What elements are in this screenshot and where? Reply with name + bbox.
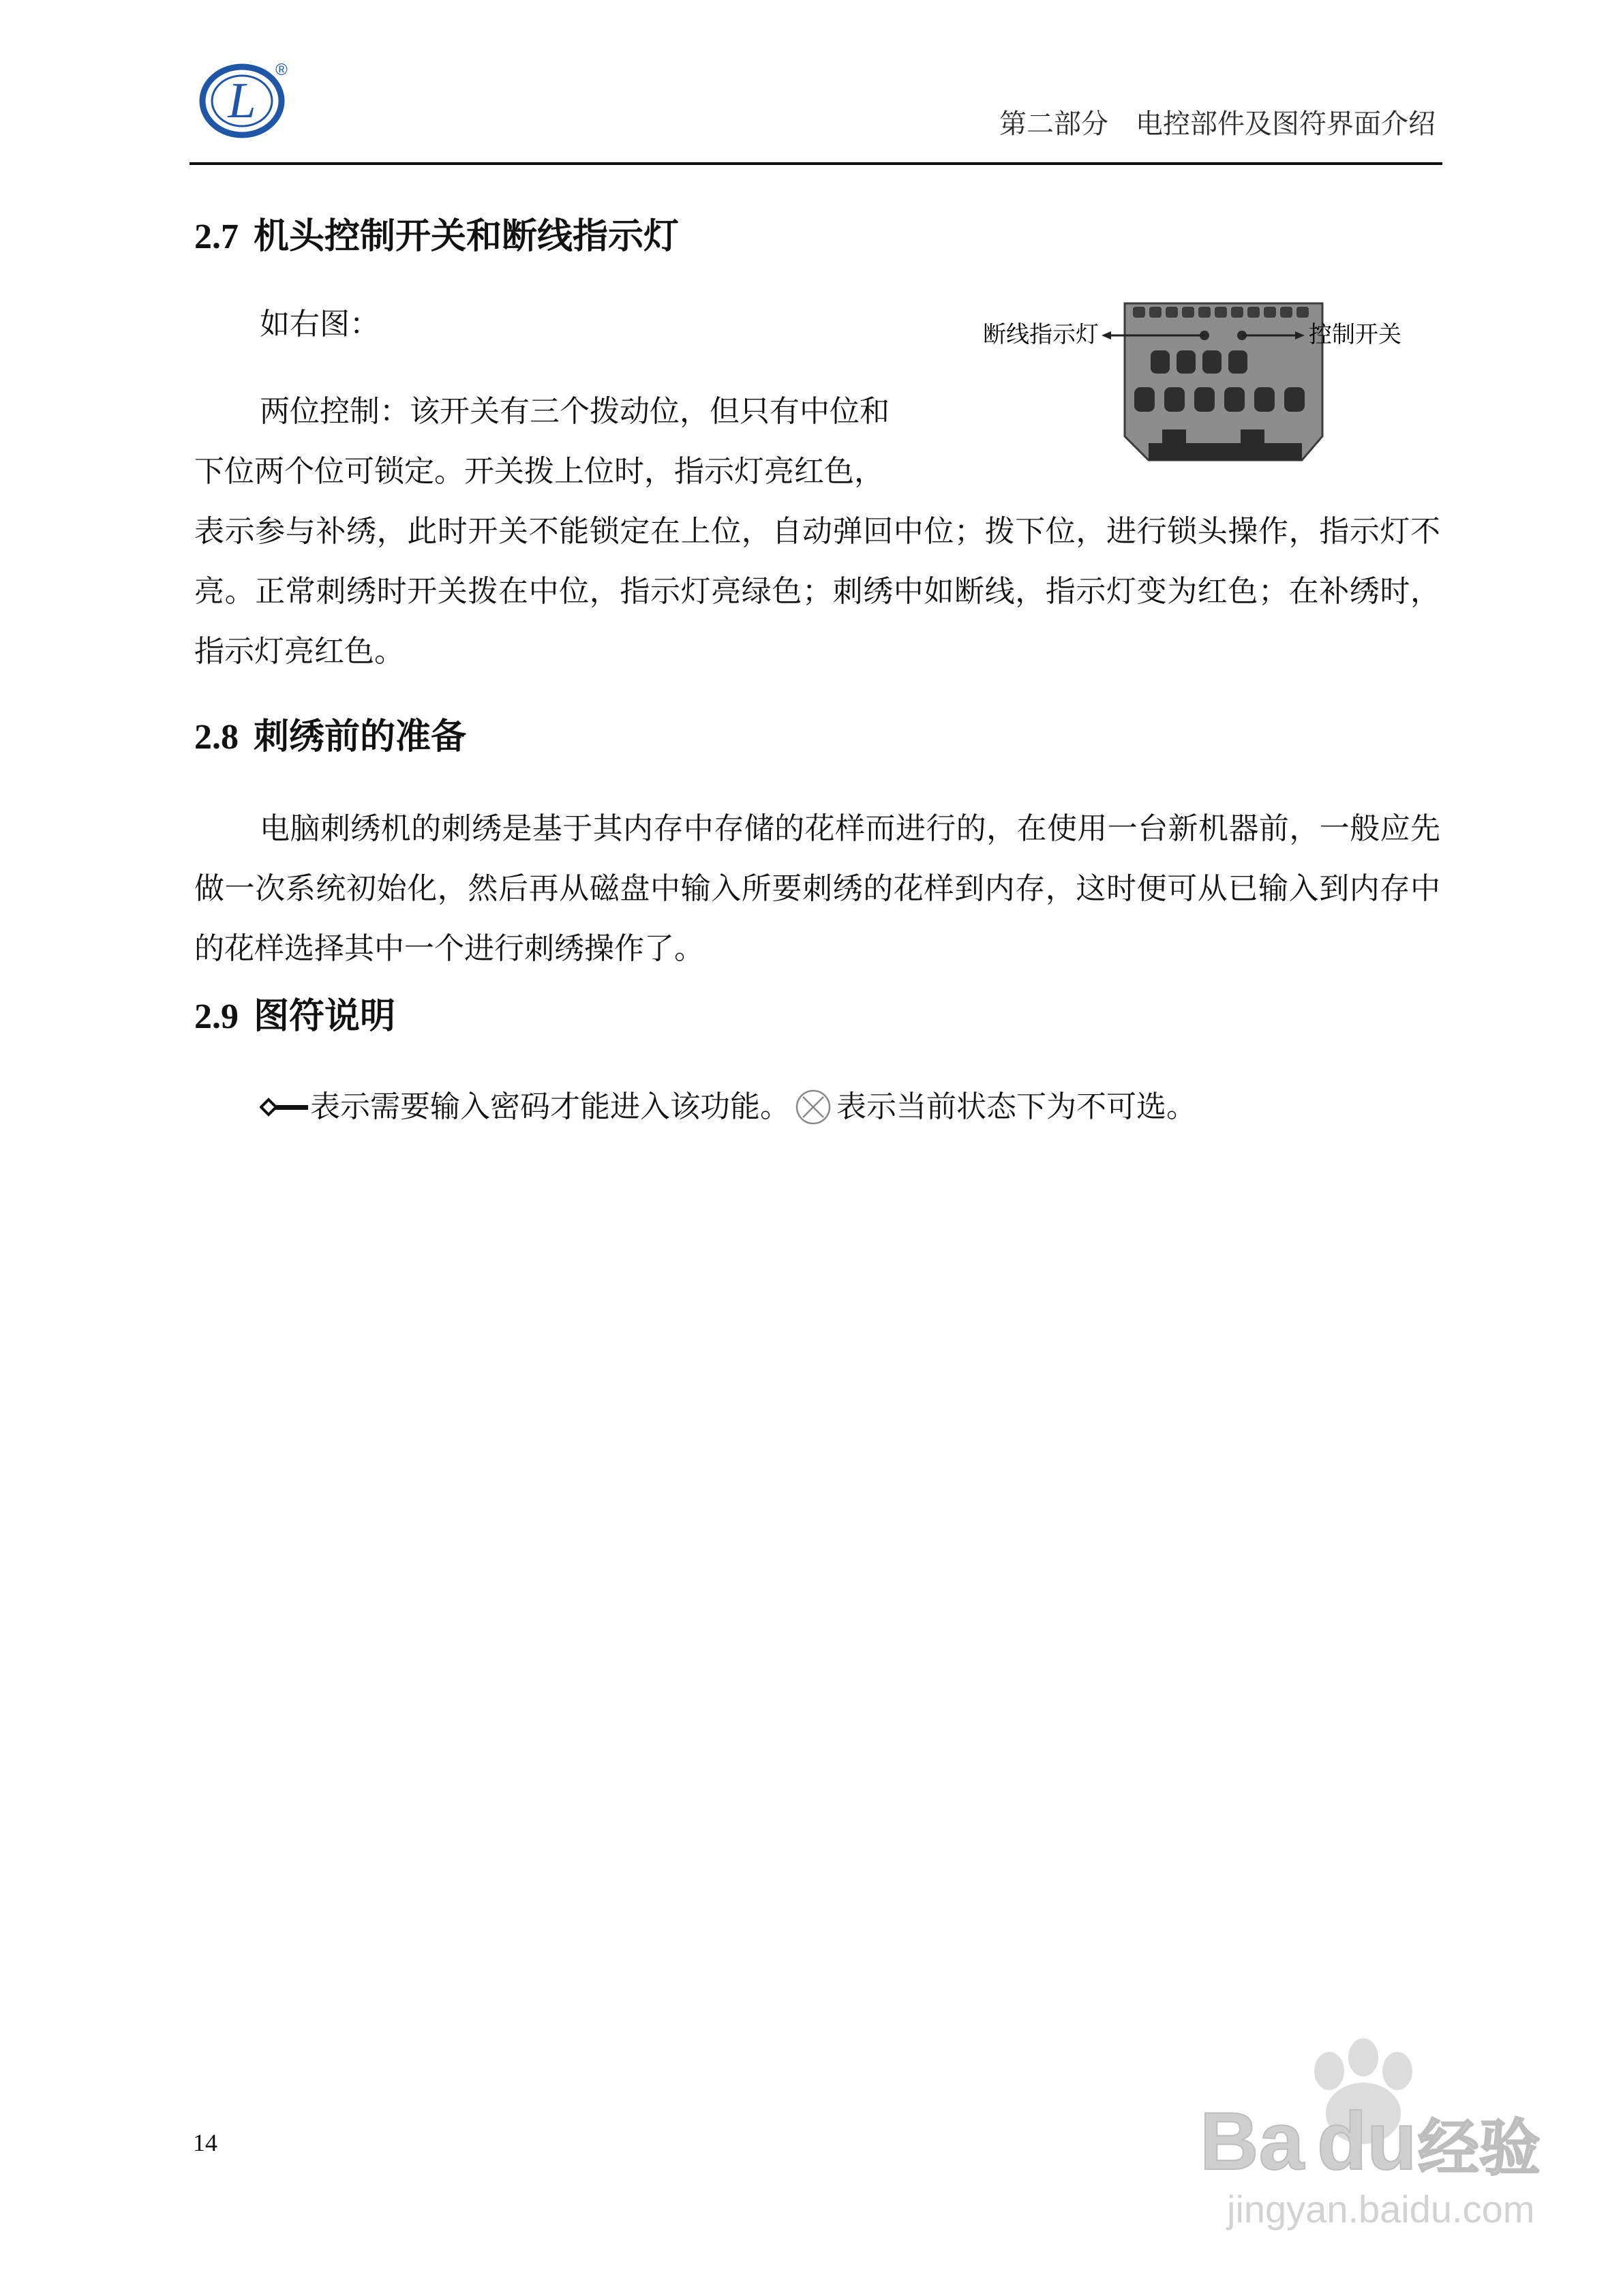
- disabled-icon-description: 表示当前状态下为不可选。: [836, 1089, 1196, 1124]
- control-switch-figure: [982, 293, 1404, 470]
- key-icon: [260, 1097, 310, 1117]
- section-title: 机头控制开关和断线指示灯: [254, 216, 680, 257]
- header-divider: [189, 162, 1442, 165]
- figure-label-control-switch: 控制开关: [1309, 321, 1401, 348]
- circle-x-icon: [794, 1088, 832, 1126]
- symbol-legend: [260, 1088, 1196, 1126]
- key-icon-description: 表示需要输入密码才能进入该功能。: [310, 1089, 790, 1124]
- section-number: 2.8: [194, 718, 239, 757]
- company-logo: [194, 55, 303, 143]
- section-title: 图符说明: [254, 996, 396, 1037]
- section-2-7-line-1: 两位控制：该开关有三个拨动位，但只有中位和: [260, 394, 890, 429]
- header-title: 第二部分 电控部件及图符界面介绍: [999, 108, 1436, 140]
- section-number: 2.7: [194, 217, 239, 256]
- section-2-8-paragraph: 电脑刺绣机的刺绣是基于其内存中存储的花样而进行的，在使用一台新机器前，一般应先做一次系统初始化，然后再从磁盘中输入所要刺绣的花样到内存，这时便可从已输入到内存中的花样选择其中一个进行刺绣操作了。: [194, 811, 1440, 966]
- registered-mark: ®: [275, 61, 288, 79]
- section-2-7-paragraph: 表示参与补绣，此时开关不能锁定在上位，自动弹回中位；拨下位，进行锁头操作，指示灯不亮。正常刺绣时开关拨在中位，指示灯亮绿色；刺绣中如断线，指示灯变为红色；在补绣时，指示灯亮红色。: [194, 514, 1440, 669]
- page-number: 14: [193, 2129, 217, 2156]
- watermark-brand-b: du: [1317, 2096, 1417, 2187]
- section-2-8-heading: [194, 708, 466, 759]
- watermark-brand-c: 经验: [1418, 2113, 1541, 2184]
- section-2-7-intro: 如右图：: [260, 307, 380, 342]
- section-2-9-heading: [194, 987, 395, 1038]
- figure-label-break-light: 断线指示灯: [983, 321, 1099, 348]
- baidu-watermark: [1159, 2018, 1541, 2250]
- logo-letter: L: [228, 73, 256, 129]
- watermark-url: jingyan.baidu.com: [1227, 2188, 1535, 2231]
- section-title: 刺绣前的准备: [254, 716, 467, 757]
- section-number: 2.9: [194, 997, 239, 1036]
- section-2-7-line-2: 下位两个位可锁定。开关拨上位时，指示灯亮红色，: [194, 454, 884, 489]
- section-2-7-heading: [194, 207, 679, 258]
- watermark-brand-a: Ba: [1200, 2096, 1305, 2187]
